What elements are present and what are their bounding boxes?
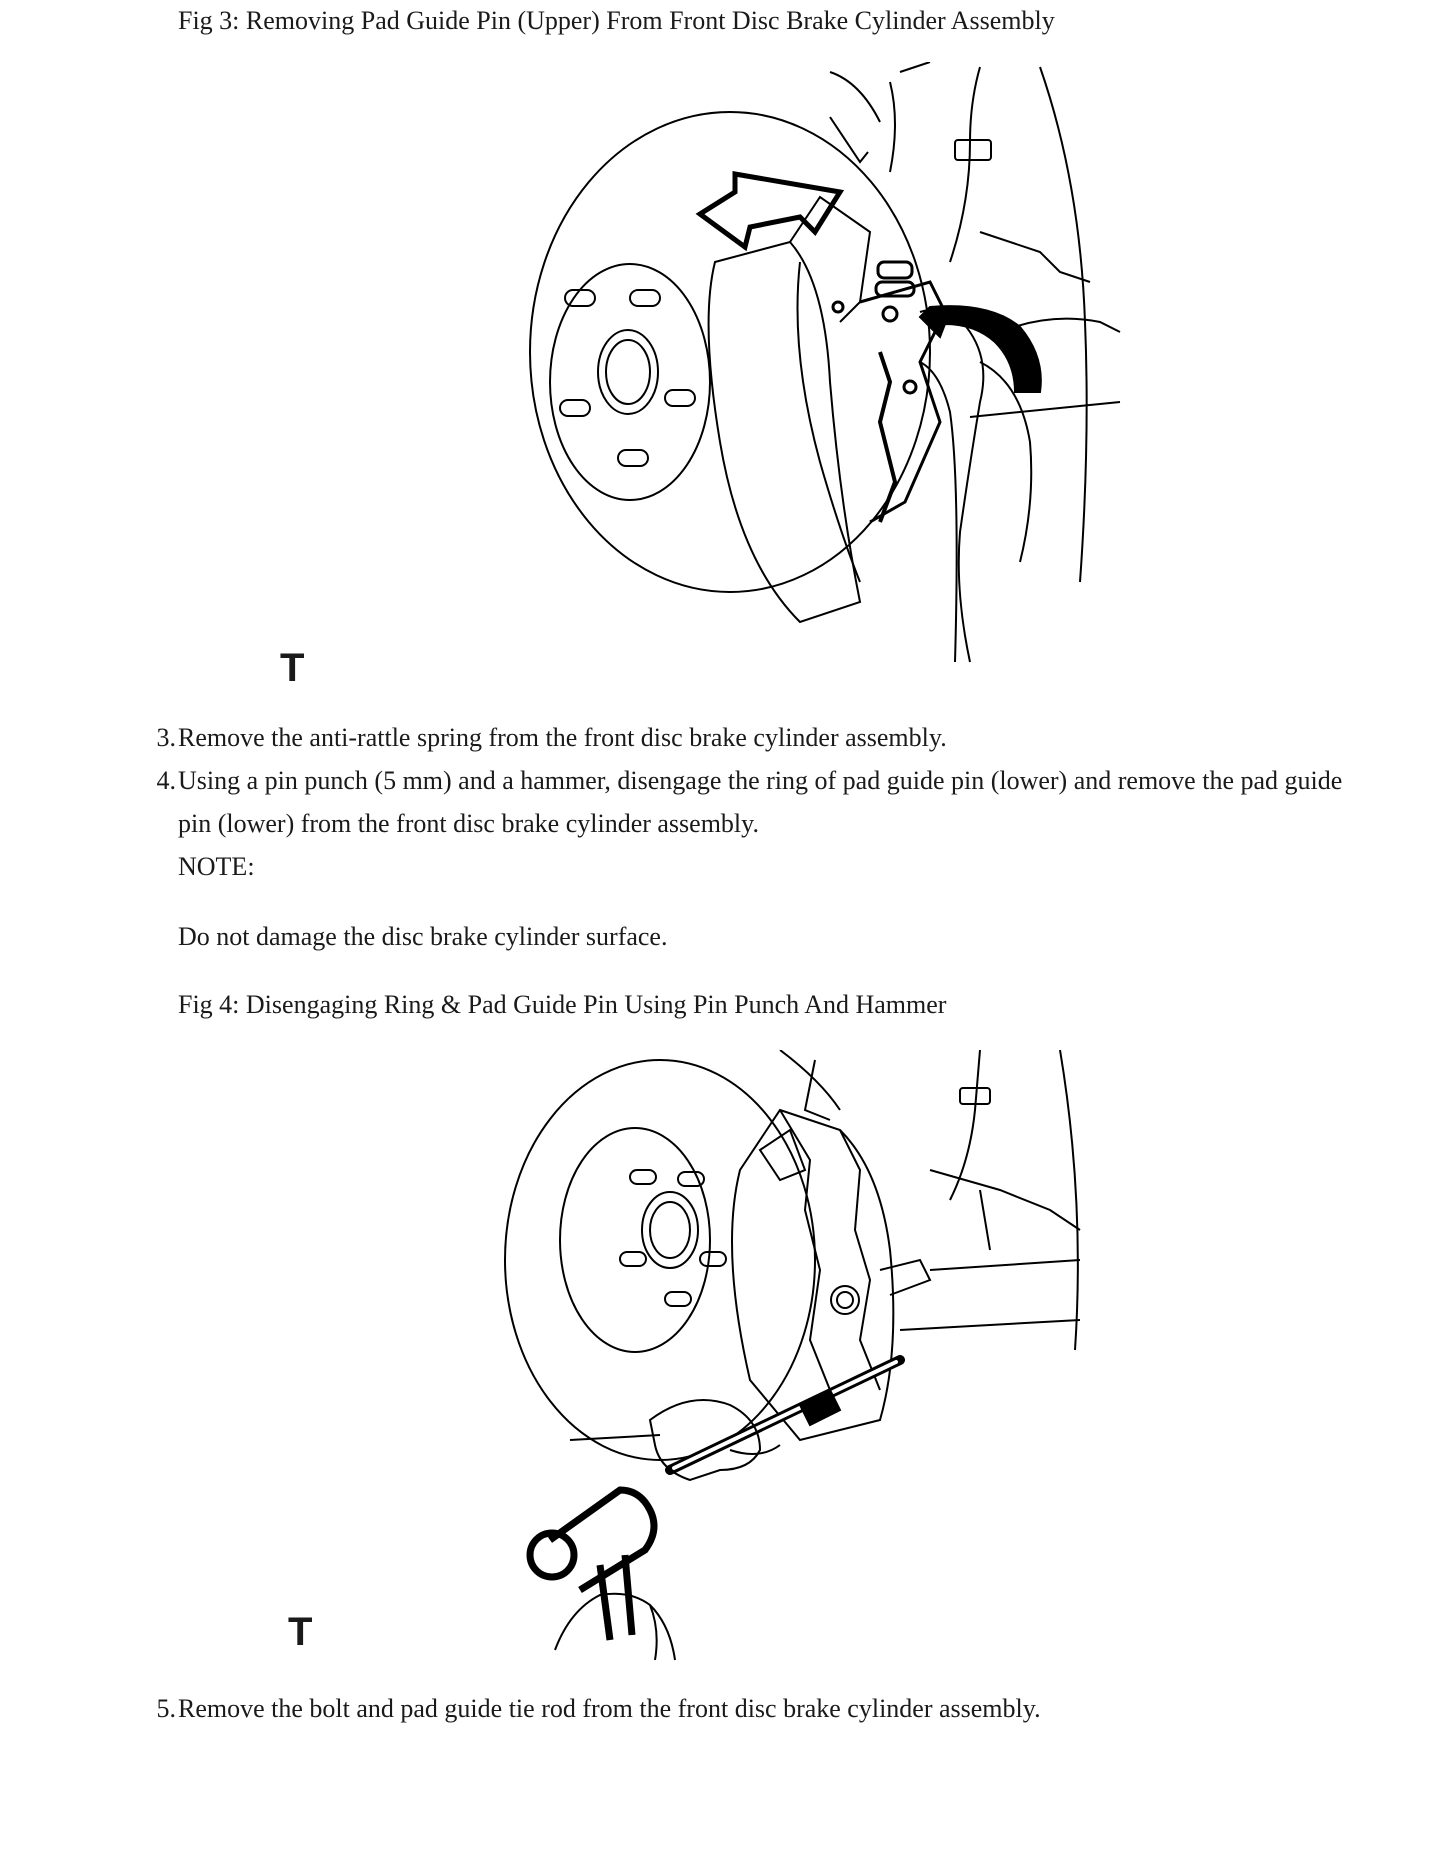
figure-4-illustration xyxy=(460,1050,1100,1670)
step-4 xyxy=(150,759,1350,845)
step-3-number: 3. xyxy=(156,723,176,752)
note-text: Do not damage the disc brake cylinder surface. xyxy=(178,922,668,951)
step-5-number: 5. xyxy=(156,1694,176,1723)
note-label: NOTE: xyxy=(178,852,255,881)
step-4-text: Using a pin punch (5 mm) and a hammer, disengage the ring of pad guide pin (lower) and remove the pad guide pin (lower) from the front disc brake cylinder assembly. xyxy=(178,766,1343,838)
figure-3-corner-mark: T xyxy=(280,646,305,690)
figure-4-corner-mark: T xyxy=(288,1610,313,1654)
figure-3-illustration xyxy=(500,62,1160,692)
figure-3-caption: Fig 3: Removing Pad Guide Pin (Upper) From Front Disc Brake Cylinder Assembly xyxy=(178,6,1055,35)
figure-4-caption: Fig 4: Disengaging Ring & Pad Guide Pin Using Pin Punch And Hammer xyxy=(178,990,947,1019)
step-5-text: Remove the bolt and pad guide tie rod from the front disc brake cylinder assembly. xyxy=(178,1694,1041,1723)
step-5 xyxy=(150,1687,1350,1730)
step-3-text: Remove the anti-rattle spring from the front disc brake cylinder assembly. xyxy=(178,723,947,752)
step-3 xyxy=(150,716,1350,759)
step-4-number: 4. xyxy=(156,766,176,795)
